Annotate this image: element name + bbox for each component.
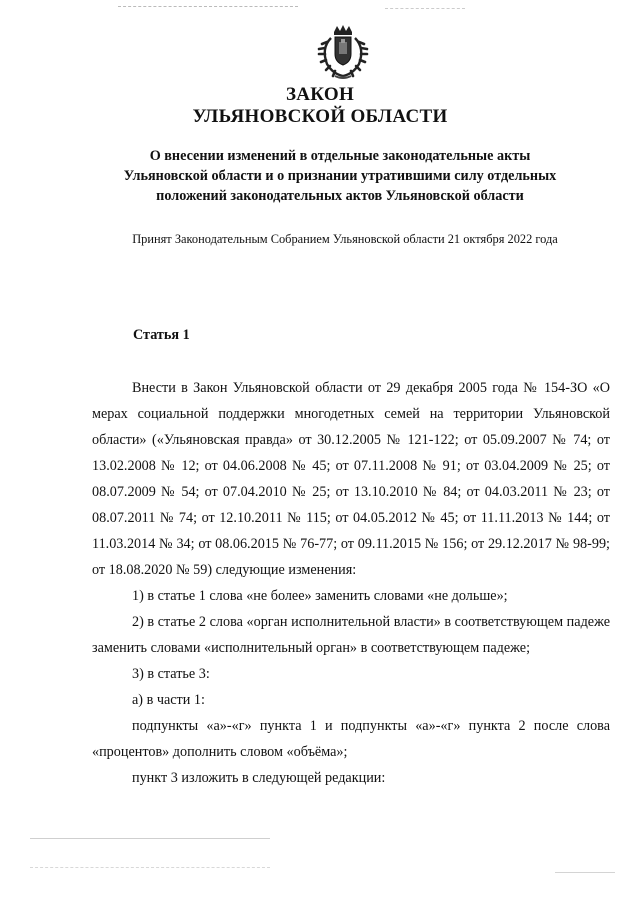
- scan-artifact-line: [385, 8, 465, 11]
- paragraph: Внести в Закон Ульяновской области от 29 декабря 2005 года № 154-ЗО «О мерах социальной поддержки многодетных семей на территории Ульяновской области» («Ульяновская правда» от 30.12.2005 № 121-122; от 05.09.2007 № 74; от 13.02.2008 № 12; от 04.06.2008 № 45; от 07.11.2008 № 91; от 03.04.2009 № 25; от 08.07.2009 № 54; от 07.04.2010 № 25; от 13.10.2010 № 84; от 04.03.2011 № 23; от 08.07.2011 № 74; от 12.10.2011 № 115; от 04.05.2012 № 45; от 11.11.2013 № 144; от 11.03.2014 № 34; от 08.06.2015 № 76-77; от 09.11.2015 № 156; от 29.12.2017 № 98-99; от 18.08.2020 № 59) следующие изменения:: [92, 380, 610, 578]
- paragraph: 2) в статье 2 слова «орган исполнительной власти» в соответствующем падеже заменить словами «исполнительный орган» в соответствующем падеже;: [92, 614, 610, 656]
- coat-of-arms-icon: [317, 24, 369, 80]
- paragraph: подпункты «а»-«г» пункта 1 и подпункты «а»-«г» пункта 2 после слова «процентов» дополнить словом «объёма»;: [92, 718, 610, 760]
- law-subject: О внесении изменений в отдельные законодательные акты Ульяновской области и о признании утратившими силу отдельных положений законодательных актов Ульяновской области: [123, 148, 557, 204]
- region-title: УЛЬЯНОВСКОЙ ОБЛАСТИ: [192, 106, 448, 127]
- paragraph: пункт 3 изложить в следующей редакции:: [132, 770, 386, 786]
- paragraph: 3) в статье 3:: [132, 666, 210, 682]
- scan-artifact-line: [555, 872, 615, 874]
- adoption-note: Принят Законодательным Собранием Ульяновской области 21 октября 2022 года: [132, 232, 558, 246]
- paragraph: а) в части 1:: [132, 692, 205, 708]
- article-body: [92, 375, 610, 791]
- article-heading: Статья 1: [133, 327, 190, 343]
- paragraph: 1) в статье 1 слова «не более» заменить словами «не дольше»;: [132, 588, 508, 604]
- scan-artifact-box: [30, 838, 270, 868]
- scan-artifact-line: [118, 6, 298, 9]
- document-type-title: ЗАКОН: [285, 84, 355, 105]
